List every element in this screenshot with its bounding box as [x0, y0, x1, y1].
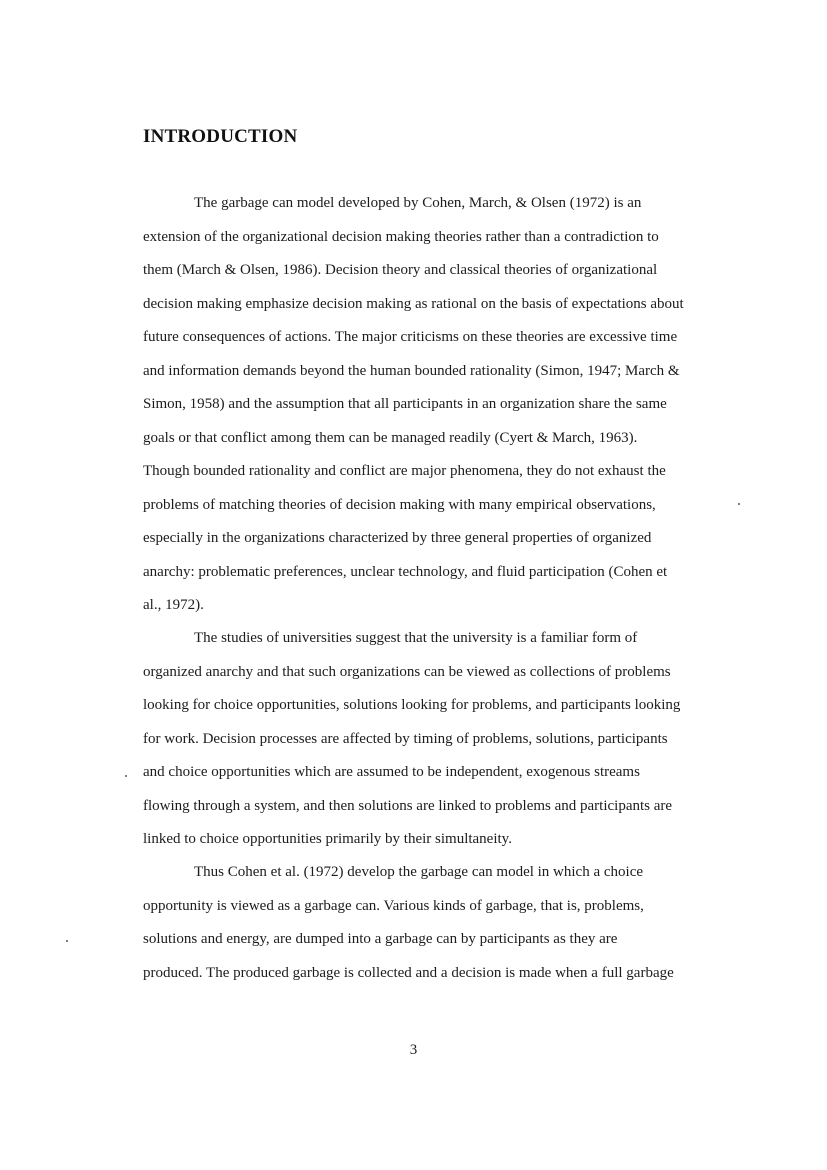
paragraph-1-line-7: Simon, 1958) and the assumption that all participants in an organization share the same	[143, 396, 667, 412]
paragraph-3-line-1: Thus Cohen et al. (1972) develop the garbage can model in which a choice	[194, 864, 644, 880]
scan-speck	[738, 503, 740, 505]
paragraph-2-line-1: The studies of universities suggest that the university is a familiar form of	[194, 630, 638, 646]
section-heading: INTRODUCTION	[143, 126, 298, 147]
paragraph-3-line-3: solutions and energy, are dumped into a garbage can by participants as they are	[143, 931, 618, 947]
paragraph-1-line-4: decision making emphasize decision making as rational on the basis of expectations about	[143, 296, 684, 312]
paragraph-2-line-7: linked to choice opportunities primarily by their simultaneity.	[143, 831, 512, 847]
paragraph-1-line-12: anarchy: problematic preferences, unclear technology, and fluid participation (Cohen et	[143, 564, 668, 580]
paragraph-1-line-3: them (March & Olsen, 1986). Decision theory and classical theories of organizational	[143, 262, 658, 278]
page-number: 3	[409, 1042, 418, 1058]
paragraph-3-line-2: opportunity is viewed as a garbage can. Various kinds of garbage, that is, problems,	[143, 898, 644, 914]
paragraph-2-line-5: and choice opportunities which are assumed to be independent, exogenous streams	[143, 764, 640, 780]
paragraph-1-line-5: future consequences of actions. The major criticisms on these theories are excessive time	[143, 329, 678, 345]
paragraph-1-line-1: The garbage can model developed by Cohen, March, & Olsen (1972) is an	[194, 195, 642, 211]
paragraph-1-line-6: and information demands beyond the human bounded rationality (Simon, 1947; March &	[143, 363, 680, 379]
paragraph-2-line-3: looking for choice opportunities, solutions looking for problems, and participants looking	[143, 697, 681, 713]
paragraph-2-line-4: for work. Decision processes are affected by timing of problems, solutions, participants	[143, 731, 668, 747]
paragraph-1-line-9: Though bounded rationality and conflict are major phenomena, they do not exhaust the	[143, 463, 666, 479]
paragraph-2-line-6: flowing through a system, and then solutions are linked to problems and participants are	[143, 798, 673, 814]
paragraph-1-line-8: goals or that conflict among them can be managed readily (Cyert & March, 1963).	[143, 430, 638, 446]
paragraph-1-line-11: especially in the organizations characterized by three general properties of organized	[143, 530, 652, 546]
paragraph-1-line-13: al., 1972).	[143, 597, 204, 613]
scan-speck	[66, 940, 68, 942]
paragraph-3-line-4: produced. The produced garbage is collected and a decision is made when a full garbage	[143, 965, 674, 981]
paragraph-1-line-10: problems of matching theories of decision making with many empirical observations,	[143, 497, 656, 513]
scan-speck	[125, 775, 127, 777]
paragraph-1-line-2: extension of the organizational decision making theories rather than a contradiction to	[143, 229, 659, 245]
paragraph-2-line-2: organized anarchy and that such organizations can be viewed as collections of problems	[143, 664, 671, 680]
